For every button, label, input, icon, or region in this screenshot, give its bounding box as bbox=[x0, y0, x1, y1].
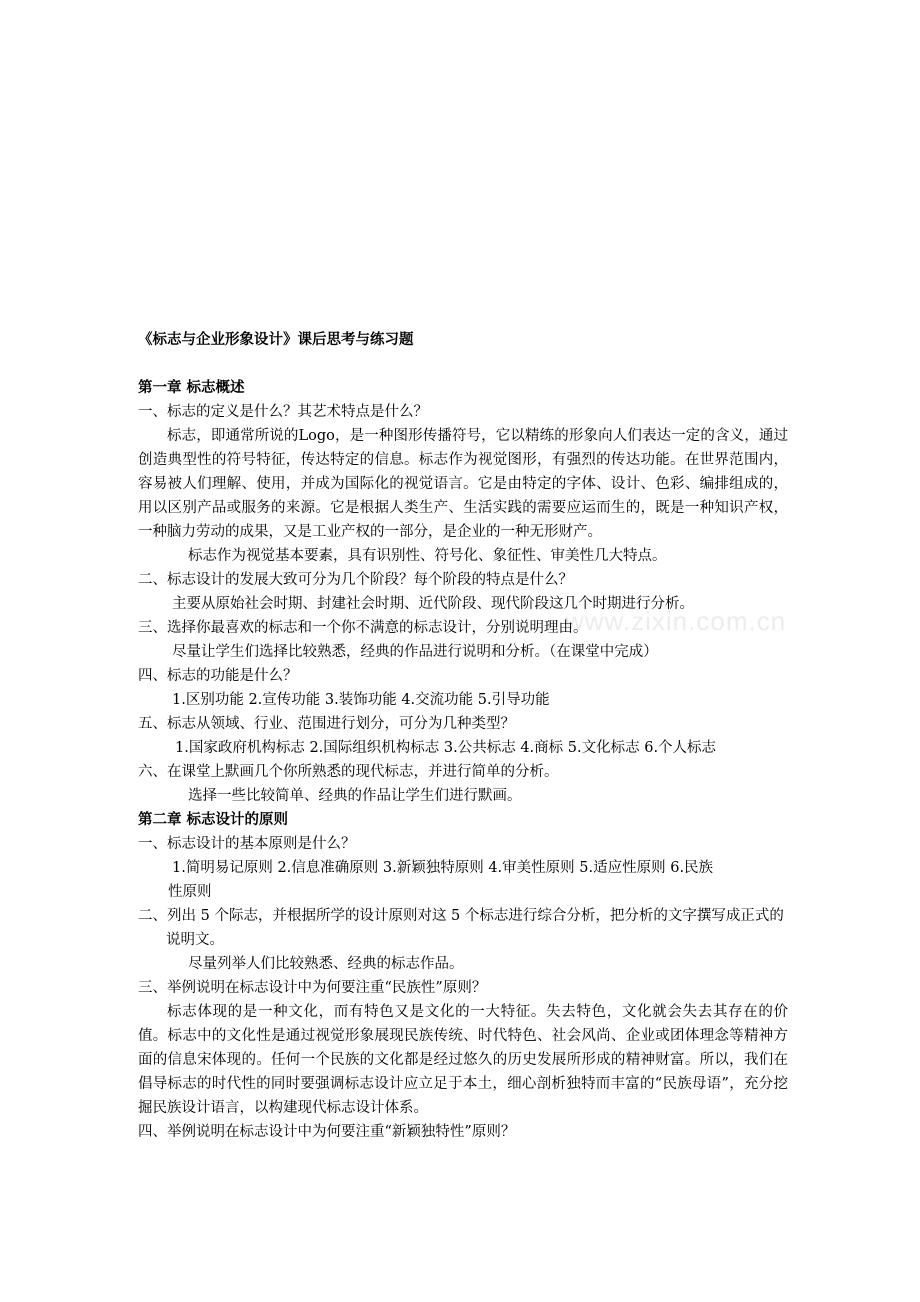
chapter-2-question-3: 三、举例说明在标志设计中为何要注重“民族性”原则？ bbox=[138, 980, 487, 996]
chapter-1-answer-3: 尽量让学生们选择比较熟悉，经典的作品进行说明和分析。（在课堂中完成） bbox=[172, 644, 658, 660]
chapter-1-question-6: 六、在课堂上默画几个你所熟悉的现代标志，并进行简单的分析。 bbox=[138, 764, 559, 780]
chapter-1-question-2: 二、标志设计的发展大致可分为几个阶段？每个阶段的特点是什么？ bbox=[138, 572, 573, 588]
chapter-1-question-4: 四、标志的功能是什么？ bbox=[138, 668, 298, 684]
chapter-1-question-1: 一、标志的定义是什么？其艺术特点是什么？ bbox=[138, 404, 428, 420]
document-title: 《标志与企业形象设计》课后思考与练习题 bbox=[138, 331, 414, 348]
chapter-2-question-2: 二、列出 5 个际志，并根据所学的设计原则对这 5 个标志进行综合分析，把分析的文字撰写成正式的说明文。 bbox=[138, 908, 784, 948]
chapter-1-heading: 第一章 标志概述 bbox=[138, 379, 245, 396]
chapter-2-answer-1 bbox=[138, 856, 788, 904]
watermark: www.zixin.com.cn bbox=[565, 606, 787, 636]
chapter-1-answer-5: 1.国家政府机构标志 2.国际组织机构标志 3.公共标志 4.商标 5.文化标志 6.个人标志 bbox=[175, 740, 717, 756]
chapter-2-answer-1-line-2: 性原则 bbox=[168, 884, 212, 900]
chapter-1-question-3: 三、选择你最喜欢的标志和一个你不满意的标志设计，分别说明理由。 bbox=[138, 620, 588, 636]
chapter-2-answer-3-paragraph: 标志体现的是一种文化，而有特色又是文化的一大特征。失去特色，文化就会失去其存在的价值。标志中的文化性是通过视觉形象展现民族传统、时代特色、社会风尚、企业或团体理念等精神方面的信息宋体现的。任何一个民族的文化都是经过悠久的历史发展所形成的精神财富。所以，我们在倡导标志的时代性的同时要强调标志设计应立足于本土，细心剖析独特而丰富的“民族母语”，充分挖掘民族设计语言，以构建现代标志设计体系。 bbox=[138, 1004, 788, 1116]
chapter-2-answer-2: 尽量列举人们比较熟悉、经典的标志作品。 bbox=[188, 956, 464, 972]
chapter-2-question-4: 四、举例说明在标志设计中为何要注重“新颖独特性”原则？ bbox=[138, 1124, 516, 1140]
chapter-1-answer-4: 1.区别功能 2.宣传功能 3.装饰功能 4.交流功能 5.引导功能 bbox=[172, 692, 550, 708]
chapter-2-answer-1-line-1: 1.简明易记原则 2.信息准确原则 3.新颖独特原则 4.审美性原则 5.适应性原则 6.民族 bbox=[172, 860, 714, 876]
chapter-2-heading: 第二章 标志设计的原则 bbox=[138, 811, 289, 828]
chapter-1-answer-6: 选择一些比较简单、经典的作品让学生们进行默画。 bbox=[188, 788, 522, 804]
document-page bbox=[138, 328, 788, 1144]
chapter-1-question-5: 五、标志从领域、行业、范围进行划分，可分为几种类型？ bbox=[138, 716, 515, 732]
chapter-1-answer-1-paragraph: 标志，即通常所说的Logo，是一种图形传播符号，它以精练的形象向人们表达一定的含义，通过创造典型性的符号特征，传达特定的信息。标志作为视觉图形，有强烈的传达功能。在世界范围内，容易被人们理解、使用，并成为国际化的视觉语言。它是由特定的字体、设计、色彩、编排组成的，用以区别产品或服务的来源。它是根据人类生产、生活实践的需要应运而生的，既是一种知识产权，一种脑力劳动的成果，又是工业产权的一部分，是企业的一种无形财产。 bbox=[138, 428, 788, 540]
chapter-2-question-1: 一、标志设计的基本原则是什么？ bbox=[138, 836, 356, 852]
chapter-1-answer-1-features: 标志作为视觉基本要素，具有识别性、符号化、象征性、审美性几大特点。 bbox=[188, 548, 667, 564]
chapter-1-answer-2: 主要从原始社会时期、封建社会时期、近代阶段、现代阶段这几个时期进行分析。 bbox=[172, 596, 694, 612]
